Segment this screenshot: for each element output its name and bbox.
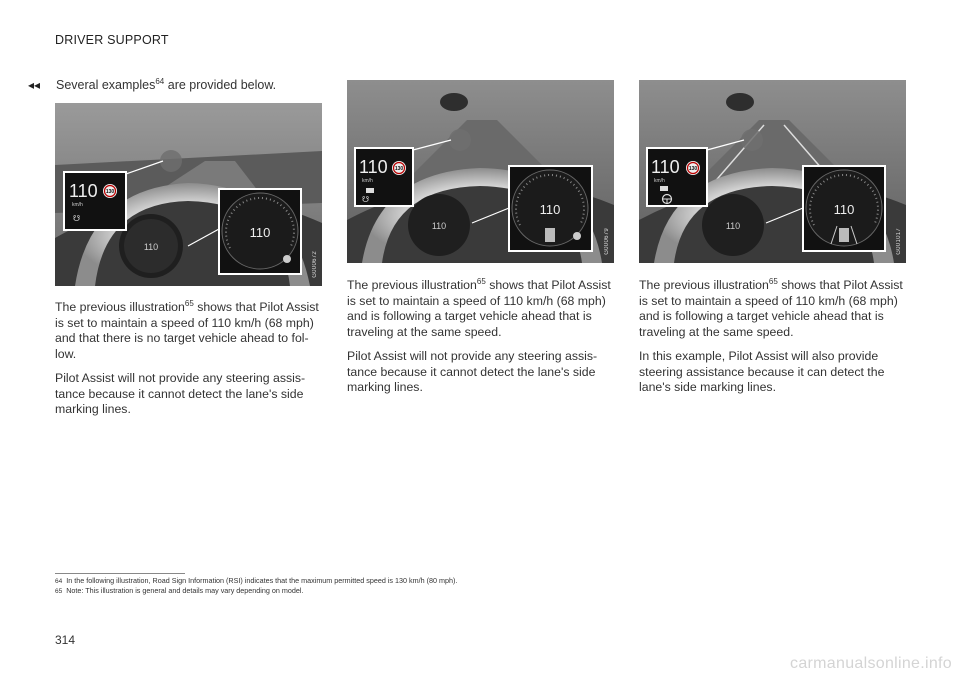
svg-text:110: 110 [833,202,855,217]
page-number: 314 [55,633,76,647]
figure-code: G001017 [896,228,902,255]
svg-text:km/h: km/h [72,202,83,208]
illustration-steering-assist [639,80,906,263]
footnote-65 [55,586,303,595]
svg-text:110: 110 [539,202,561,217]
svg-text:110: 110 [143,242,159,252]
svg-text:☋: ☋ [362,195,370,204]
footnote-number: 65 [55,588,63,595]
intro-text-before: Several examples [56,78,156,92]
intro-text [56,78,276,92]
footnote-divider [55,573,185,574]
svg-text:130: 130 [688,166,698,172]
dashboard-illustration [639,80,906,263]
paragraph-text: The previous illustration [55,300,185,314]
svg-text:☋: ☋ [73,214,81,223]
paragraph [347,278,615,340]
illustration-follow-target [347,80,614,263]
svg-text:110: 110 [431,221,447,231]
svg-text:110: 110 [725,221,741,231]
paragraph-text: shows that Pilot Assist is set to maintain a speed of 110 km/h (68 mph) and that there is no target vehicle ahead to fol-low. [55,300,319,361]
svg-text:130: 130 [105,189,115,195]
column-text-1 [55,300,323,427]
dashboard-illustration [347,80,614,263]
hud-speed: 110 [651,157,680,177]
paragraph [55,300,323,362]
paragraph: Pilot Assist will not provide any steering assis-tance because it cannot detect the lane's side marking lines. [55,371,306,416]
footnote-ref: 64 [155,76,165,86]
paragraph-text: shows that Pilot Assist is set to maintain a speed of 110 km/h (68 mph) and is following a target vehicle ahead that is traveling at the same speed. [639,278,903,339]
illustration-no-target [55,103,322,286]
column-text-2 [347,278,615,405]
dashboard-illustration [55,103,322,286]
figure-code: G000672 [312,251,318,278]
svg-text:km/h: km/h [362,178,373,184]
footnote-64 [55,576,457,585]
footnote-text: Note: This illustration is general and details may vary depending on model. [66,586,304,595]
watermark: carmanualsonline.info [790,655,952,672]
section-title: DRIVER SUPPORT [55,33,169,47]
footnote-number: 64 [55,578,63,585]
svg-text:km/h: km/h [654,178,665,184]
hud-speed: 110 [359,157,388,177]
paragraph: In this example, Pilot Assist will also provide steering assistance because it can detect the lane's side marking lines. [639,349,885,394]
paragraph: Pilot Assist will not provide any steering assis-tance because it cannot detect the lane's side marking lines. [347,349,598,394]
paragraph-text: The previous illustration [639,278,769,292]
svg-text:130: 130 [394,166,404,172]
paragraph-text: shows that Pilot Assist is set to maintain a speed of 110 km/h (68 mph) and is following a target vehicle ahead that is traveling at the same speed. [347,278,611,339]
footnote-ref: 65 [476,276,486,286]
paragraph [639,278,907,340]
intro-text-after: are provided below. [164,78,277,92]
footnote-ref: 65 [184,298,194,308]
paragraph-text: The previous illustration [347,278,477,292]
figure-code: G000679 [604,228,610,255]
column-text-3 [639,278,907,405]
footnote-text: In the following illustration, Road Sign Information (RSI) indicates that the maximum permitted speed is 130 km/h (80 mph). [66,576,458,585]
footnote-ref: 65 [768,276,778,286]
continued-marker-icon: ◂◂ [28,78,41,92]
hud-speed: 110 [69,181,98,201]
svg-text:110: 110 [249,225,271,240]
